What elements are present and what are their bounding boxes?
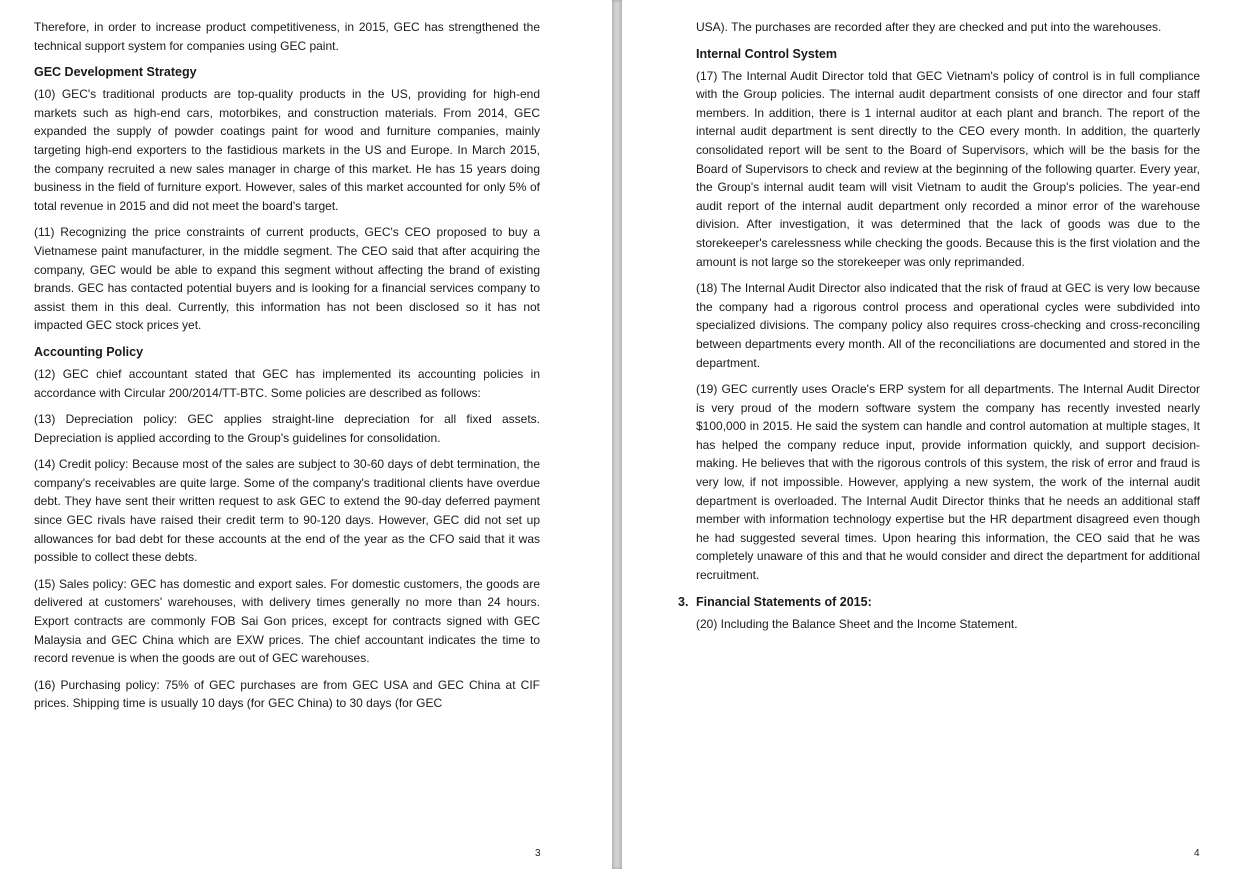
- paragraph-intro: Therefore, in order to increase product competitiveness, in 2015, GEC has strengthened the technical support system for companies using GEC paint.: [34, 20, 540, 53]
- page-gutter: [612, 0, 622, 869]
- page-number-left: 3: [535, 848, 541, 859]
- page-number-right: 4: [1194, 848, 1200, 859]
- paragraph-16: (16) Purchasing policy: 75% of GEC purchases are from GEC USA and GEC China at CIF prices. Shipping time is usually 10 days (for GEC China) to 30 days (for GEC: [34, 677, 540, 711]
- paragraph-18: (18) The Internal Audit Director also indicated that the risk of fraud at GEC is very low because the company had a rigorous control process and operational cycles were subdivided into specialized divisions. The company policy also requires cross-checking and cross-reconciling between departments every month. All of the reconciliations are documented and stored in the department.: [696, 281, 1200, 370]
- heading-accounting-policy: Accounting Policy: [34, 344, 144, 359]
- document-page-right: [622, 0, 1242, 869]
- heading-financial-statements: [678, 593, 1200, 611]
- paragraph-continuation: USA). The purchases are recorded after they are checked and put into the warehouses.: [696, 20, 1162, 34]
- paragraph-20: (20) Including the Balance Sheet and the Income Statement.: [696, 616, 1018, 631]
- paragraph-13: (13) Depreciation policy: GEC applies straight-line depreciation for all fixed assets. Depreciation is applied according to the Group's guidelines for consolidation.: [34, 412, 540, 445]
- paragraph-15: (15) Sales policy: GEC has domestic and export sales. For domestic customers, the goods are delivered at customers' warehouses, with delivery times generally no more than 24 hours. Export contracts are commonly FOB Sai Gon prices, except for contracts signed with GEC Malaysia and GEC China which are EXW prices. The chief accountant indicates the time to record revenue is when the goods are out of GEC warehouses.: [34, 576, 540, 666]
- paragraph-19: (19) GEC currently uses Oracle's ERP system for all departments. The Internal Audit Director is very proud of the modern software system the company has recently invested nearly $100,000 in 2015. He said the system can handle and control automation at multiple stages, It has helped the company reduce input, provide information quickly, and support decision-making. He believes that with the rigorous controls of this system, the risk of error and fraud is very low, if not impossible. However, applying a new system, the work of the internal audit department is overloaded. The Internal Audit Director thinks that he needs an additional staff member with information technology expertise but the HR department disagreed even though he had suggested several times. Upon hearing this information, the CEO said that he was completely unaware of this and that he would consider and direct the department for additional recruitment.: [696, 382, 1200, 583]
- paragraph-14: (14) Credit policy: Because most of the sales are subject to 30-60 days of debt termination, the company's receivables are quite large. Some of the company's traditional clients have overdue debt. They have sent their written request to ask GEC to extend the 90-day deferred payment since GEC rivals have raised their credit term to 90-120 days. However, GEC did not set up allowances for bad debt for these accounts at the end of the year as the CFO said that it was possible to collect these debts.: [34, 457, 540, 565]
- paragraph-12: (12) GEC chief accountant stated that GEC has implemented its accounting policies in accordance with Circular 200/2014/TT-BTC. Some policies are described as follows:: [34, 366, 540, 400]
- paragraph-10: (10) GEC's traditional products are top-quality products in the US, providing for high-end markets such as high-end cars, motorbikes, and construction materials. From 2014, GEC expanded the supply of powder coatings paint for wood and furniture companies, mainly targeting high-end exporters to the fastidious markets in the US and Europe. In March 2015, the company recruited a new sales manager in charge of this market. He has 15 years doing business in the field of furniture export. However, sales of this market accounted for only 5% of total revenue in 2015 and did not meet the board's target.: [34, 87, 540, 213]
- document-page-left: [0, 0, 612, 869]
- heading-financial-number: 3.: [678, 594, 689, 609]
- heading-internal-control: Internal Control System: [696, 46, 837, 61]
- paragraph-11: (11) Recognizing the price constraints of current products, GEC's CEO proposed to buy a Vietnamese paint manufacturer, in the middle segment. The CEO said that after acquiring the company, GEC would be able to expand this segment without affecting the brand of existing brands. GEC has contacted potential buyers and is looking for a financial services company to assist them in this deal. Currently, this information has not been disclosed so it has not impacted GEC stock prices yet.: [34, 225, 540, 333]
- heading-development-strategy: GEC Development Strategy: [34, 65, 197, 80]
- heading-financial-text: Financial Statements of 2015:: [696, 594, 872, 609]
- paragraph-17: (17) The Internal Audit Director told that GEC Vietnam's policy of control is in full compliance with the Group policies. The internal audit department consists of one director and four staff members. In addition, there is 1 internal auditor at each plant and branch. The report of the internal audit department is sent directly to the CEO every month. In addition, the quarterly consolidated report will be sent to the Board of Supervisors, which will be the basis for the Board of Supervisors to check and review at the beginning of the following quarter. Every year, the Group's internal audit team will visit Vietnam to audit the Group's policies. The year-end audit report of the internal audit department only recorded a minor error of the warehouse division. After investigation, it was determined that the lack of goods was due to the storekeeper's carelessness while checking the goods. Because this is the first violation and the amount is not large so the storekeeper was only reprimanded.: [696, 68, 1200, 269]
